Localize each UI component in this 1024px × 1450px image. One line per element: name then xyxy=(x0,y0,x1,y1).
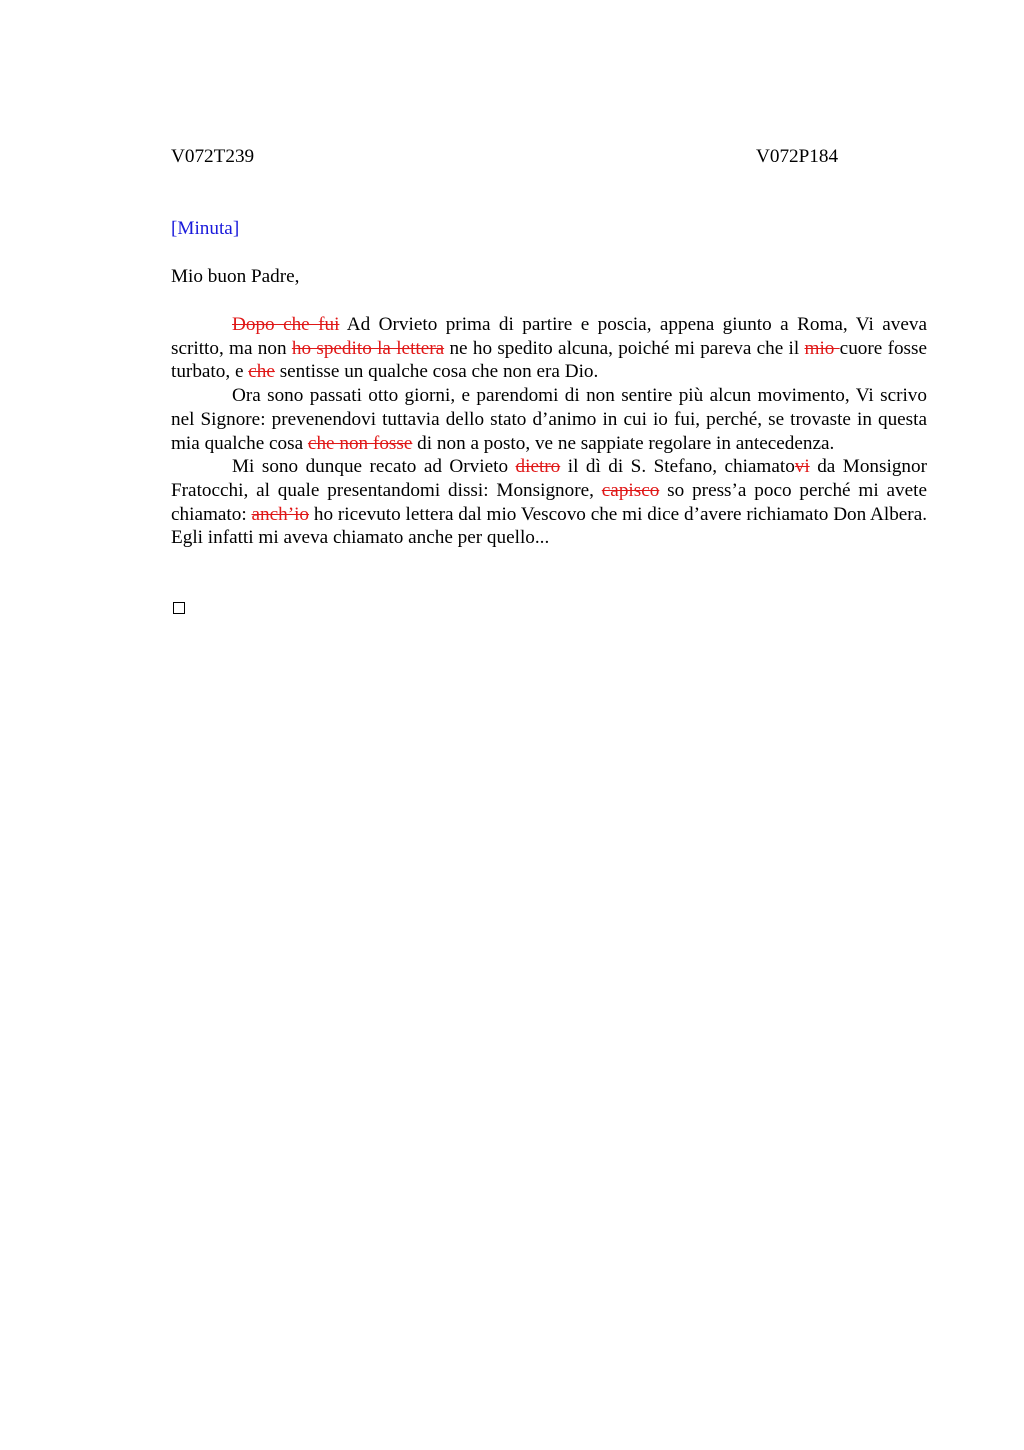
deleted-text: capisco xyxy=(601,479,660,501)
paragraph-3 xyxy=(171,455,927,550)
salutation: Mio buon Padre, xyxy=(171,266,300,287)
deleted-text: che xyxy=(248,361,275,383)
paragraph-2 xyxy=(171,384,927,455)
document-page xyxy=(171,145,928,549)
text-segment: di non a posto, ve ne sappiate regolare in antecedenza. xyxy=(412,432,835,454)
deleted-text: ho spedito la lettera xyxy=(291,337,445,359)
text-segment: so press’a poco perché mi avete chiamato: xyxy=(171,479,927,525)
deleted-text: vi xyxy=(794,456,810,478)
text-segment: Ad Orvieto prima di partire e poscia, appena giunto a Roma, Vi aveva scritto, ma non xyxy=(171,314,927,359)
end-box-icon xyxy=(173,602,185,614)
deleted-text: anch’io xyxy=(251,503,310,525)
deleted-text: mio xyxy=(804,337,840,359)
text-segment: cuore fosse turbato, e xyxy=(171,337,928,383)
minuta-label: [Minuta] xyxy=(171,218,240,239)
text-segment: Mi sono dunque recato ad Orvieto xyxy=(232,456,516,478)
text-segment: ne ho spedito alcuna, poiché mi pareva che il xyxy=(444,337,805,359)
text-segment: da Monsignor Fratocchi, al quale presentandomi dissi: Monsignore, xyxy=(171,456,927,501)
document-code-right: V072P184 xyxy=(756,146,839,167)
paragraph-1 xyxy=(171,313,927,384)
letter-body xyxy=(171,313,927,550)
text-segment: Ora sono passati otto giorni, e parendomi di non sentire più alcun movimento, Vi scrivo nel Signore: prevenendovi tuttavia dello stato d’animo in cui io fui, perché, se trovaste in questa mia qualche cosa xyxy=(171,385,927,454)
deleted-text: dietro xyxy=(515,456,561,478)
deleted-text: Dopo che fui xyxy=(232,314,340,335)
deleted-text: che non fosse xyxy=(307,432,413,454)
header-row xyxy=(171,145,927,171)
document-code-left: V072T239 xyxy=(171,146,255,167)
text-segment: il dì di S. Stefano, chiamato xyxy=(560,456,795,478)
text-segment: sentisse un qualche cosa che non era Dio. xyxy=(274,361,599,383)
text-segment: ho ricevuto lettera dal mio Vescovo che mi dice d’avere richiamato Don Albera. Egli infatti mi aveva chiamato anche per quello... xyxy=(171,503,928,549)
